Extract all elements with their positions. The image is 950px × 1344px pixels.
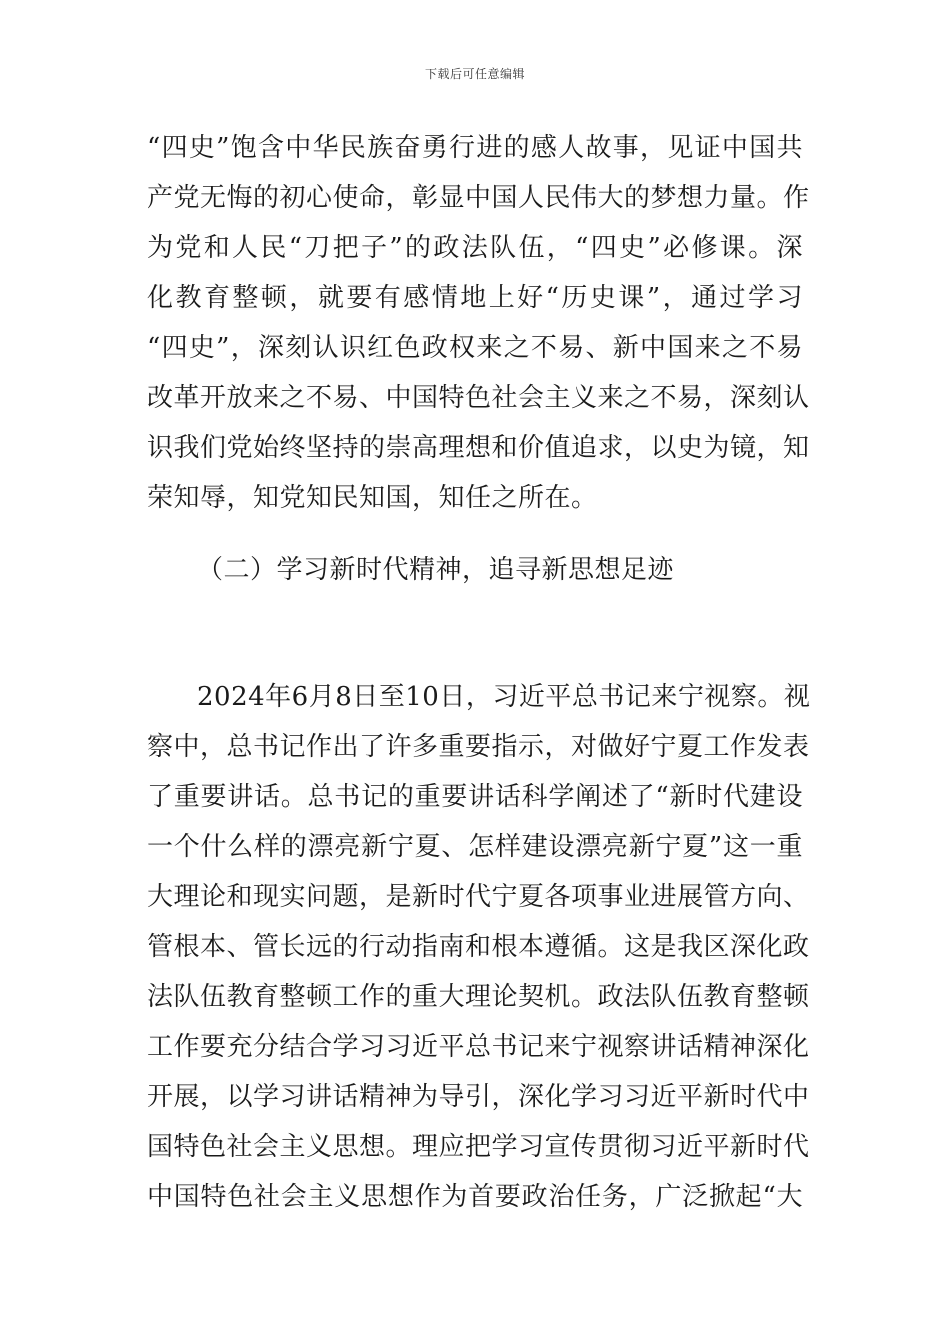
paragraph-line: “四史”，深刻认识红色政权来之不易、新中国来之不易 (147, 333, 803, 363)
paragraph-line: 为党和人民“刀把子”的政法队伍，“四史”必修课。深 (147, 233, 803, 263)
section-heading: （二）学习新时代精神，追寻新思想足迹 (197, 555, 675, 585)
paragraph-line: 了重要讲话。总书记的重要讲话科学阐述了“新时代建设 (147, 782, 803, 812)
paragraph-line: “四史”饱含中华民族奋勇行进的感人故事，见证中国共 (147, 133, 803, 163)
paragraph-line: 产党无悔的初心使命，彰显中国人民伟大的梦想力量。作 (147, 183, 810, 213)
paragraph-line: 中国特色社会主义思想作为首要政治任务，广泛掀起“大 (147, 1182, 803, 1212)
header-note: 下载后可任意编辑 (424, 67, 525, 81)
paragraph-line: 法队伍教育整顿工作的重大理论契机。政法队伍教育整顿 (147, 982, 810, 1012)
paragraph-line: 化教育整顿，就要有感情地上好“历史课”，通过学习 (147, 283, 803, 313)
paragraph-line: 改革开放来之不易、中国特色社会主义来之不易，深刻认 (147, 383, 810, 413)
paragraph-line: 识我们党始终坚持的崇高理想和价值追求，以史为镜，知 (147, 433, 810, 463)
paragraph-line: 开展，以学习讲话精神为导引，深化学习习近平新时代中 (147, 1082, 810, 1112)
paragraph-line: 工作要充分结合学习习近平总书记来宁视察讲话精神深化 (147, 1032, 810, 1062)
paragraph-line: 管根本、管长远的行动指南和根本遵循。这是我区深化政 (147, 932, 810, 962)
paragraph-line: 察中，总书记作出了许多重要指示，对做好宁夏工作发表 (147, 732, 810, 762)
paragraph-line: 荣知辱，知党知民知国，知任之所在。 (147, 483, 598, 513)
paragraph-line: 国特色社会主义思想。理应把学习宣传贯彻习近平新时代 (147, 1132, 810, 1162)
paragraph-line: 一个什么样的漂亮新宁夏、怎样建设漂亮新宁夏”这一重 (147, 832, 803, 862)
paragraph-line: 2024年6月8日至10日，习近平总书记来宁视察。视 (197, 682, 811, 712)
paragraph-line: 大理论和现实问题，是新时代宁夏各项事业进展管方向、 (147, 882, 810, 912)
